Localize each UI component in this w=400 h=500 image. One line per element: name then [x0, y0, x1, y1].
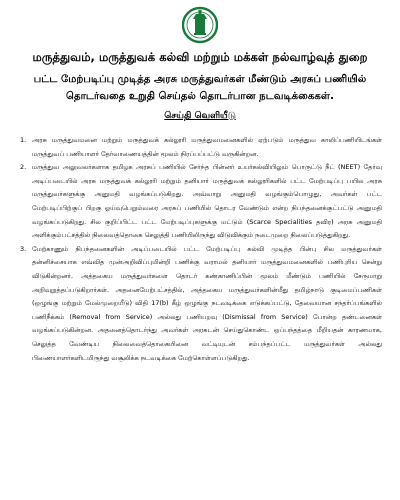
- paragraph-text: அரசு மருத்துவமனை மற்றும் மருத்துவக் கல்லூரி மருத்துவமனைகளில் ஏற்படும் மருத்துவ காலிப்பணியிடங்கள் மருத்துவப் பணியாளர் தேர்வாணையத்தின் மூலம் நிரப்பப்பட்டு வருகின்றன.: [32, 136, 382, 158]
- press-release-label: செய்தி வெளியீடு: [164, 111, 236, 121]
- paragraph-3: [20, 243, 382, 365]
- paragraph-number: 2.: [20, 163, 27, 172]
- paragraph-number: 3.: [20, 244, 27, 253]
- paragraph-2: [20, 161, 382, 243]
- paragraph-text: மேற்காணும் நிபந்தனைகளின் அடிப்படையில் பட்ட மேற்படிப்பு கல்வி முடித்த பின்பு சில மருத்துவர்கள் தன்னிச்சையாக எவ்வித முன்அறிவிப்புமின்றி பணிக்கு வராமல் தனியார் மருத்துவமனைகளில் பணிபுரிய சென்று விடுகின்றனர். அத்தகைய மருத்துவர்களை தொடர் கண்காணிப்பின் மூலம் மீண்டும் பணியில் சேருமாறு அறிவுறுத்தப்படுகிறார்கள். அதனையேற்பட்சத்தில், அத்தகைய மருத்துவர்களின்மீது தமிழ்நாடு குடிமைப்பணிகள் (ஒழுங்கு மற்றும் மேல்முறையீடு) விதி 17(b) கீழ் ஒழுங்கு நடவடிக்கை எடுக்கப்பட்டு, தேவையான சந்தர்ப்பங்களில் பணிநீக்கம் (Removal from Service) அல்லது பணியறவு (Dismissal from Service) போன்ற தண்டனைகள் வழங்கப்படுகின்றன. அதனைத்தொடர்ந்து அவர்கள் அரசுடன் செய்துகொண்ட ஒப்பந்தத்தை மீறியதன் காரணமாக, செலுத்த வேண்டிய நிலைவைத்தொகையினை வட்டியுடன் சம்பந்தப்பட்ட மருத்துவர்கள் அல்லது பிணையாளர்களிடமிருந்து வசூலிக்க நடவடிக்கை மேற்கொள்ளப்படுகிறது.: [32, 244, 382, 362]
- press-release-body: [20, 134, 382, 365]
- tamil-nadu-government-emblem-icon: [182, 6, 218, 44]
- department-title: மருத்துவம், மருத்துவக் கல்வி மற்றும் மக்கள் நல்வாழ்வுத் துறை: [32, 50, 368, 64]
- paragraph-text: மருத்துவ அலுவலர்களாக தமிழக அரசுப் பணியில் சேர்ந்த பின்னர் உயர்கல்வியிலும் பொருட்டு நீட் (NEET) தேர்வு அடிப்படையில் அரசு மருத்துவக் கல்லூரி மற்றும் தனியார் மருத்துவக் கல்லூரிகளில் பட்ட மேற்படிப்பு பயில அரசு மருத்துவர்களுக்கு அனுமதி வழங்கப்படுகிறது. அவ்வாறு அனுமதி வழங்கும்பொழுது, அவர்கள் பட்ட மேற்படிப்பிற்குப் பிறகு ஓய்வுபெறும்வரை அரசுப் பணியில் தொடர வேண்டும் என்ற நிபந்தனைக்குட்பட்டு அனுமதி வழங்கப்படுகிறது. சில குறிப்பிட்ட பட்ட மேற்படிப்புகளுக்கு மட்டும் (Scarce Specialities தவிர) அரசு அனுமதி அளிக்கும்பட்சத்தில் நிலைவத்தொகை செலுத்தி பணியிலிருந்து விடுவிக்கும் நடைமுறை நிலைப்படுத்துகிறது.: [32, 163, 382, 240]
- paragraph-number: 1.: [20, 136, 27, 144]
- subject-heading: பட்ட மேற்படிப்பு முடித்த அரசு மருத்துவர்கள் மீண்டும் அரசுப் பணியில் தொடர்வதை உறுதி செய்தல் தொடர்பான நடவடிக்கைகள்.: [33, 74, 367, 102]
- paragraph-1: [20, 134, 382, 161]
